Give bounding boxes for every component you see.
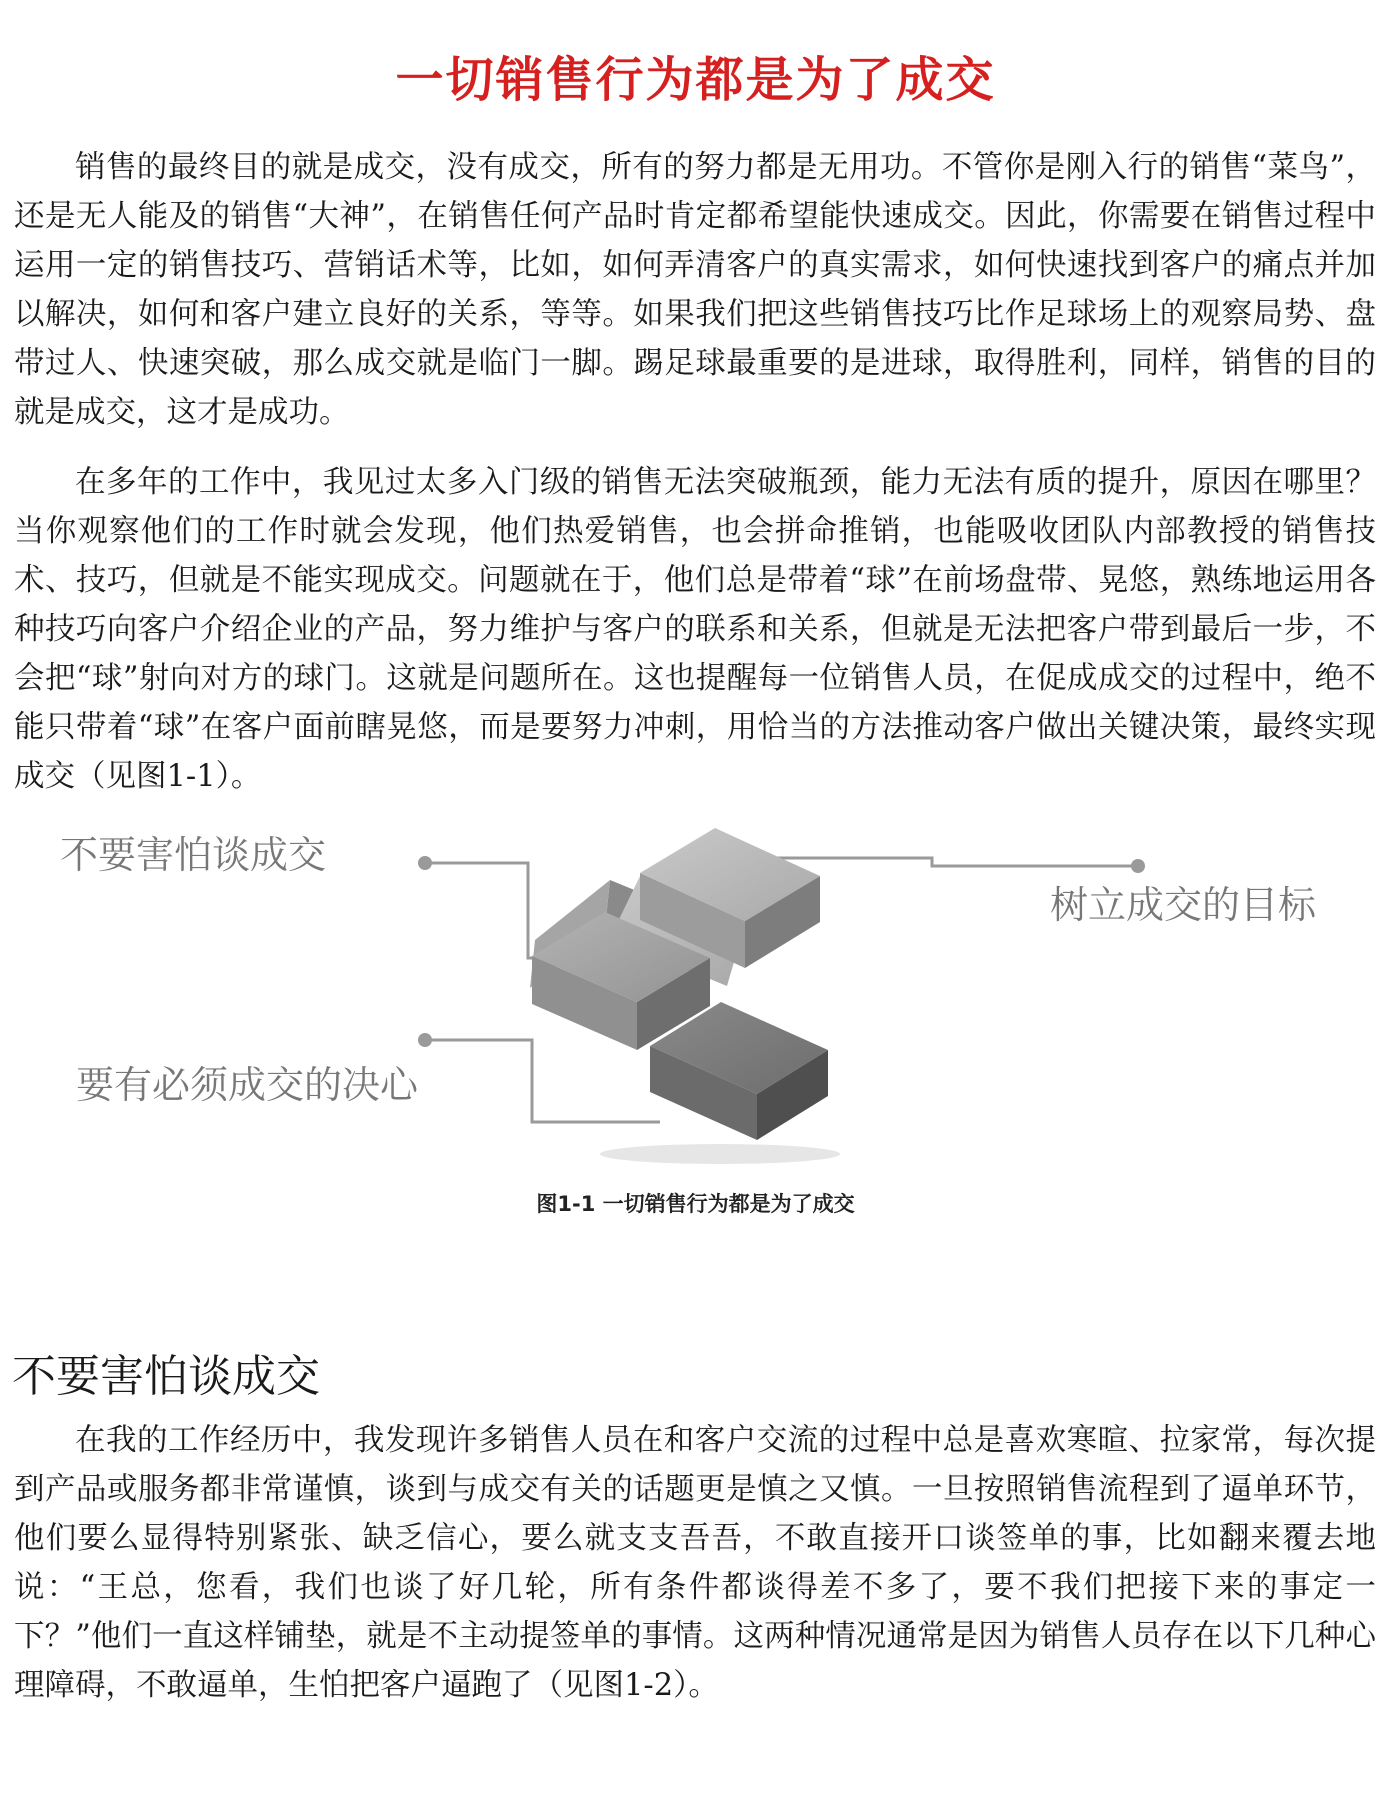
body-paragraph-1: 销售的最终目的就是成交，没有成交，所有的努力都是无用功。不管你是刚入行的销售“菜鸟”，还是无人能及的销售“大神”，在销售任何产品时肯定都希望能快速成交。因此，你需要在销售过程中运用一定的销售技巧、营销话术等，比如，如何弄清客户的真实需求，如何快速找到客户的痛点并加以解决，如何和客户建立良好的关系，等等。如果我们把这些销售技巧比作足球场上的观察局势、盘带过人、快速突破，那么成交就是临门一脚。踢足球最重要的是进球，取得胜利，同样，销售的目的就是成交，这才是成功。 bbox=[14, 150, 1376, 430]
body-paragraph-2: 在多年的工作中，我见过太多入门级的销售无法突破瓶颈，能力无法有质的提升，原因在哪里？当你观察他们的工作时就会发现，他们热爱销售，也会拼命推销，也能吸收团队内部教授的销售技术、技巧，但就是不能实现成交。问题就在于，他们总是带着“球”在前场盘带、晃悠，熟练地运用各种技巧向客户介绍企业的产品，努力维护与客户的联系和关系，但就是无法把客户带到最后一步，不会把“球”射向对方的球门。这就是问题所在。这也提醒每一位销售人员，在促成成交的过程中，绝不能只带着“球”在客户面前瞎晃悠，而是要努力冲刺，用恰当的方法推动客户做出关键决策，最终实现成交（见图1-1）。 bbox=[14, 465, 1376, 794]
section-heading: 不要害怕谈成交 bbox=[12, 1350, 320, 1402]
body-paragraph-3: 在我的工作经历中，我发现许多销售人员在和客户交流的过程中总是喜欢寒暄、拉家常，每次提到产品或服务都非常谨慎，谈到与成交有关的话题更是慎之又慎。一旦按照销售流程到了逼单环节，他们要么显得特别紧张、缺乏信心，要么就支支吾吾，不敢直接开口谈签单的事，比如翻来覆去地说：“王总，您看，我们也谈了好几轮，所有条件都谈得差不多了，要不我们把接下来的事定一下？”他们一直这样铺垫，就是不主动提签单的事情。这两种情况通常是因为销售人员存在以下几种心理障碍，不敢逼单，生怕把客户逼跑了（见图1-2）。 bbox=[14, 1423, 1376, 1703]
page-title: 一切销售行为都是为了成交 bbox=[395, 52, 996, 109]
figure-label-dont-fear: 不要害怕谈成交 bbox=[60, 833, 327, 877]
figure-caption: 图1-1 一切销售行为都是为了成交 bbox=[536, 1192, 855, 1216]
figure-1-1 bbox=[0, 818, 1391, 1188]
block-shadow bbox=[600, 1144, 840, 1164]
figure-label-set-goal: 树立成交的目标 bbox=[1050, 883, 1317, 927]
figure-label-determination: 要有必须成交的决心 bbox=[76, 1063, 419, 1107]
